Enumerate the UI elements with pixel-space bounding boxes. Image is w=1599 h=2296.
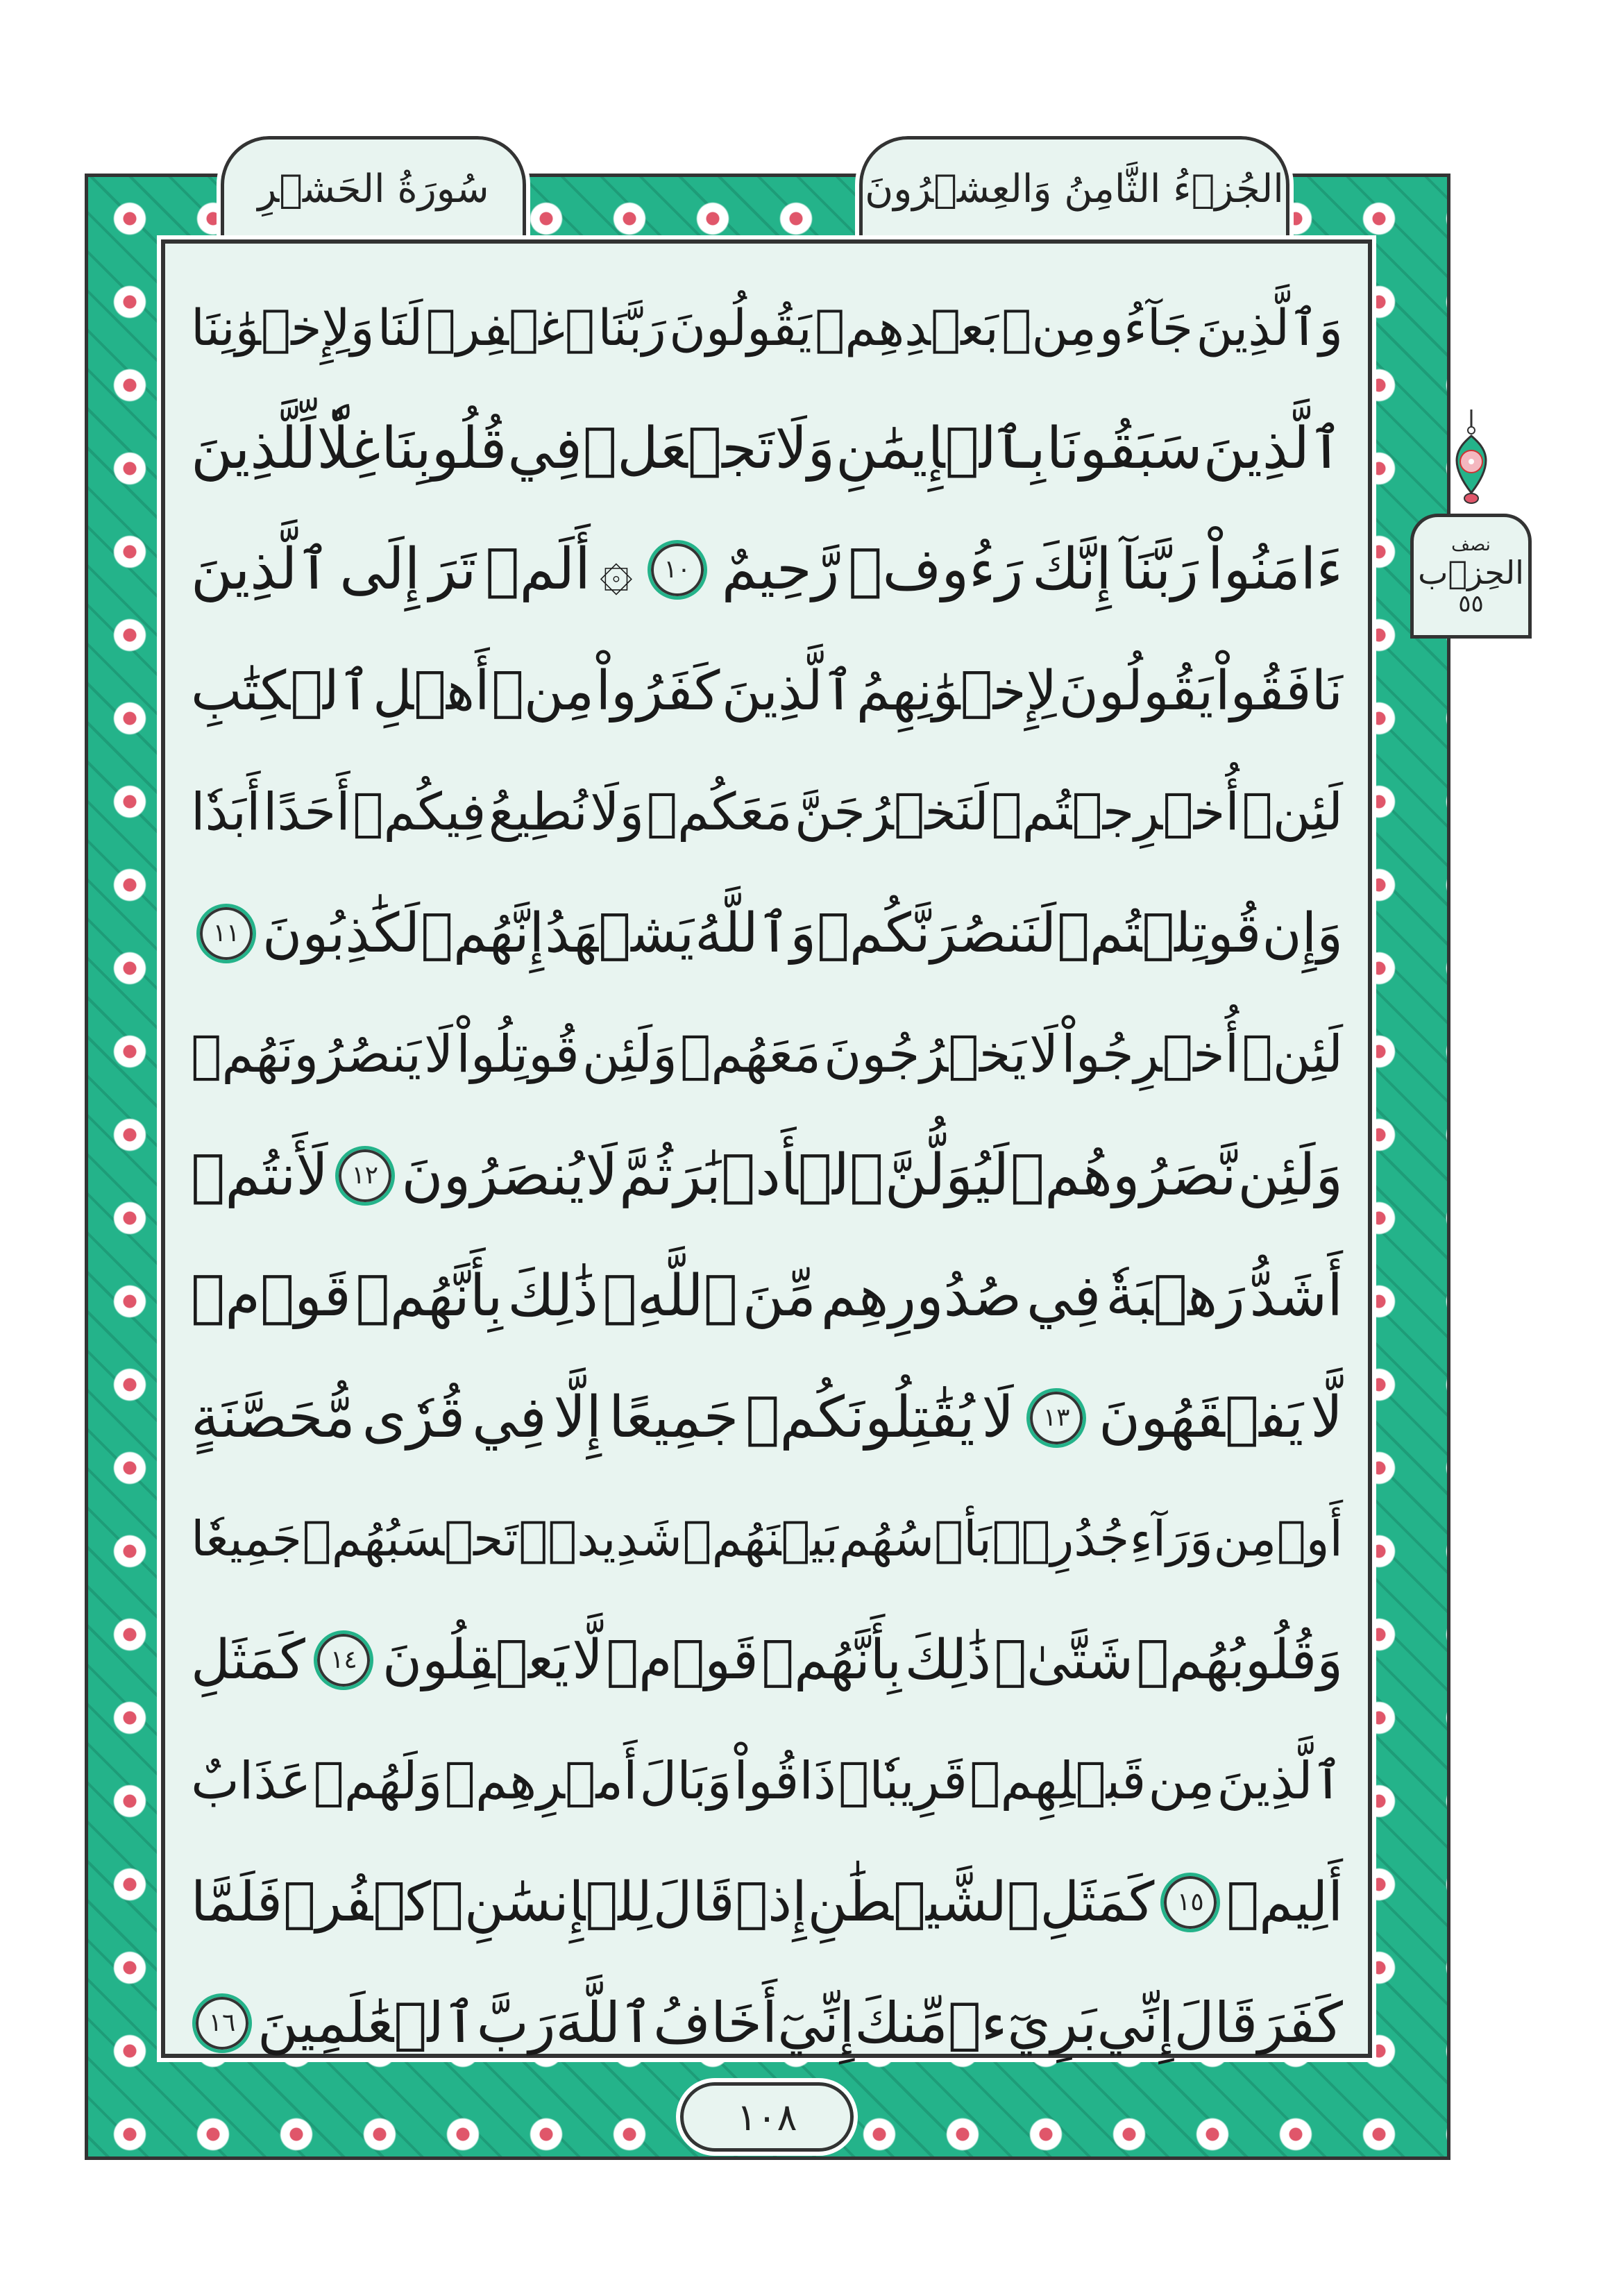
- text-line: [191, 1600, 1343, 1721]
- hizb-ornament-icon: [1437, 410, 1506, 507]
- word: ذَاقُواْ: [734, 1751, 836, 1811]
- word: مِّنكَ: [854, 1991, 948, 2055]
- word: قَوۡمٞ: [191, 1263, 351, 1329]
- word: وَٱلَّذِينَ: [1196, 298, 1343, 357]
- word: فِي: [507, 415, 582, 482]
- word: لَا: [981, 1384, 1015, 1451]
- word: أُخۡرِجۡتُمۡ: [991, 782, 1240, 842]
- word: مِنۢ: [1001, 298, 1097, 357]
- word: بِأَنَّهُمۡ: [761, 1628, 902, 1691]
- hizb-half-label: نصف: [1451, 534, 1491, 555]
- juz-name-header: الجُزۡءُ الثَّامِنُ وَالعِشۡرُونَ: [859, 136, 1289, 239]
- word: سَبَقُونَا: [1046, 415, 1203, 482]
- word: إِنِّي: [1097, 1991, 1174, 2055]
- word: بَيۡنَهُمۡ: [682, 1510, 839, 1567]
- hizb-marker: [1410, 514, 1532, 639]
- word: لِإِخۡوَٰنِهِمُ: [856, 659, 1058, 723]
- word: ٱلشَّيۡطَٰنِ: [807, 1871, 1040, 1934]
- ayah-number-marker: ١١: [196, 904, 256, 963]
- word: جَمِيعًا: [608, 1384, 739, 1451]
- word: أَهۡلِ: [372, 659, 490, 723]
- word: تَجۡعَلۡ: [582, 415, 775, 482]
- word: لَيُوَلُّنَّ: [884, 1142, 1010, 1208]
- text-line: [191, 1963, 1343, 2084]
- word: بَعۡدِهِمۡ: [815, 298, 999, 357]
- word: أَلَمۡ: [485, 537, 591, 602]
- ayah-number-marker: ١٢: [335, 1146, 395, 1206]
- word: ٱلَّذِينَ: [191, 537, 331, 602]
- word: يَشۡهَدُ: [545, 902, 695, 965]
- word: صُدُورِهِم: [820, 1263, 1022, 1329]
- word: ٱللَّهِۚ: [602, 1263, 738, 1329]
- word: أَحَدًا: [262, 782, 350, 842]
- word: أَمۡرِهِمۡ: [444, 1751, 638, 1811]
- word: وَقُلُوبُهُمۡ: [1136, 1628, 1343, 1691]
- word: إِنِّيٓ: [777, 1991, 855, 2055]
- word: قُوتِلُواْ: [456, 1024, 579, 1084]
- word: وَٱللَّهُ: [695, 902, 817, 965]
- word: كَمَثَلِ: [191, 1628, 305, 1691]
- word: مِنۡ: [491, 659, 595, 723]
- word: ٱكۡفُرۡ: [282, 1871, 464, 1934]
- quran-text: [191, 267, 1343, 2084]
- word: جَآءُو: [1099, 298, 1194, 357]
- word: يَنصُرُونَهُمۡ: [191, 1024, 422, 1084]
- word: لَا: [424, 1024, 454, 1084]
- word: قَالَ: [652, 1871, 735, 1934]
- word: قَوۡمٞ: [606, 1628, 759, 1691]
- word: شَدِيدٞۚ: [518, 1510, 682, 1567]
- word: قُوتِلۡتُمۡ: [1057, 902, 1262, 965]
- word: وَلَئِن: [582, 1024, 677, 1084]
- hizb-number: ٥٥: [1458, 590, 1484, 618]
- word: رَبَّ: [476, 1991, 556, 2055]
- word: رَبَّنَا: [598, 298, 666, 357]
- word: لَنَا: [377, 298, 423, 357]
- word: مِن: [1148, 1751, 1215, 1811]
- word: ذَٰلِكَ: [904, 1628, 991, 1691]
- word: كَفَرُواْ: [595, 659, 720, 723]
- word: ٱغۡفِرۡ: [425, 298, 595, 357]
- word: أَبَدٗا: [191, 782, 261, 842]
- word: يَقُولُونَ: [1058, 659, 1214, 723]
- word: إِذۡ: [735, 1871, 807, 1934]
- text-line: [191, 389, 1343, 510]
- text-line: [191, 1842, 1343, 1964]
- word: ثُمَّ: [619, 1142, 673, 1208]
- word: قُرٗى: [362, 1384, 466, 1451]
- word: عَذَابٌ: [191, 1751, 312, 1811]
- ayah-number-marker: ١٤: [314, 1630, 373, 1690]
- word: ۞: [599, 537, 633, 602]
- text-line: [191, 752, 1343, 873]
- word: يَقُولُونَ: [669, 298, 812, 357]
- word: بِٱلۡإِيمَٰنِ: [835, 415, 1046, 482]
- word: ٱلَّذِينَ: [1217, 1751, 1343, 1811]
- word: أَخَافُ: [653, 1991, 778, 2055]
- word: لَّا: [572, 1628, 603, 1691]
- text-line: [191, 1236, 1343, 1358]
- word: لَئِنۡ: [1242, 1024, 1343, 1084]
- word: لَأَنتُمۡ: [191, 1142, 329, 1208]
- text-line: [191, 509, 1343, 631]
- word: ءَامَنُواْ: [1207, 537, 1343, 602]
- text-line: [191, 873, 1343, 995]
- word: أَشَدُّ: [1249, 1263, 1343, 1329]
- word: وَرَآءِ: [1129, 1510, 1213, 1567]
- word: يَعۡقِلُونَ: [382, 1628, 569, 1691]
- ayah-number-marker: ١٦: [192, 1993, 252, 2053]
- word: أَوۡ: [1276, 1510, 1343, 1567]
- ayah-number-marker: ١٥: [1160, 1873, 1220, 1932]
- word: أُخۡرِجُواْ: [1061, 1024, 1240, 1084]
- word: مُّحَصَّنَةٍ: [191, 1384, 355, 1451]
- word: وَلِإِخۡوَٰنِنَا: [191, 298, 375, 357]
- word: لَا: [585, 1142, 618, 1208]
- word: غِلّٗا: [316, 415, 381, 482]
- word: ٱلَّذِينَ: [1203, 415, 1343, 482]
- word: رَبَّنَآ: [1120, 537, 1199, 602]
- word: ٱللَّهَ: [555, 1991, 654, 2055]
- word: لَنَخۡرُجَنَّ: [794, 782, 989, 842]
- page-number: ١٠٨: [680, 2082, 854, 2152]
- hizb-label: الحِزۡب: [1418, 553, 1524, 591]
- word: أَلِيمٞ: [1226, 1871, 1343, 1934]
- word: بَأۡسُهُم: [838, 1510, 992, 1567]
- text-line: [191, 994, 1343, 1115]
- word: قُلُوبِنَا: [381, 415, 507, 482]
- word: لَكَٰذِبُونَ: [262, 902, 421, 965]
- word: فِيكُمۡ: [353, 782, 487, 842]
- text-line: [191, 1478, 1343, 1600]
- word: ٱلَّذِينَ: [721, 659, 855, 723]
- word: ذَٰلِكَ: [507, 1263, 598, 1329]
- word: لِّلَّذِينَ: [191, 415, 316, 482]
- word: وَلَهُمۡ: [313, 1751, 443, 1811]
- word: لَنَنصُرَنَّكُمۡ: [817, 902, 1057, 965]
- word: مَعَهُمۡ: [679, 1024, 821, 1084]
- word: قَرِيبٗاۖ: [838, 1751, 967, 1811]
- ayah-number-marker: ١٣: [1026, 1388, 1086, 1448]
- word: نَافَقُواْ: [1215, 659, 1343, 723]
- word: وَبَالَ: [639, 1751, 732, 1811]
- word: إِنَّهُمۡ: [421, 902, 545, 965]
- word: قَبۡلِهِمۡ: [969, 1751, 1147, 1811]
- word: إِلَى: [339, 537, 421, 602]
- surah-name-header: سُورَةُ الحَشۡرِ: [221, 136, 526, 239]
- word: تَرَ: [429, 537, 477, 602]
- word: رَّحِيمٌ: [721, 537, 840, 602]
- word: رَهۡبَةٗ: [1106, 1263, 1245, 1329]
- word: يُقَٰتِلُونَكُمۡ: [745, 1384, 975, 1451]
- word: جُدُرِۭۚ: [992, 1510, 1130, 1567]
- word: جَمِيعٗا: [191, 1510, 303, 1567]
- word: وَلَئِن: [1237, 1142, 1343, 1208]
- word: مِّنَ: [742, 1263, 816, 1329]
- word: ٱلۡكِتَٰبِ: [191, 659, 371, 723]
- text-line: [191, 1115, 1343, 1237]
- word: فِي: [1026, 1263, 1101, 1329]
- word: إِنَّكَ: [1032, 537, 1112, 602]
- word: لَّا: [1310, 1384, 1343, 1451]
- word: نُطِيعُ: [488, 782, 588, 842]
- text-line: [191, 267, 1343, 389]
- word: رَءُوفٞ: [848, 537, 1024, 602]
- word: لَا: [1029, 1024, 1059, 1084]
- word: ٱلۡأَدۡبَٰرَ: [674, 1142, 884, 1208]
- word: كَفَرَ: [1258, 1991, 1343, 2055]
- word: يَخۡرُجُونَ: [824, 1024, 1026, 1084]
- word: بِأَنَّهُمۡ: [355, 1263, 503, 1329]
- word: بَرِيٓءٞ: [947, 1991, 1097, 2055]
- word: لَئِنۡ: [1242, 782, 1343, 842]
- word: كَمَثَلِ: [1040, 1871, 1155, 1934]
- word: يُنصَرُونَ: [401, 1142, 585, 1208]
- word: ٱلۡعَٰلَمِينَ: [257, 1991, 477, 2055]
- word: فَلَمَّا: [191, 1871, 282, 1934]
- text-line: [191, 1358, 1343, 1479]
- word: يَفۡقَهُونَ: [1099, 1384, 1304, 1451]
- text-line: [191, 631, 1343, 752]
- word: وَلَا: [775, 415, 836, 482]
- word: لِلۡإِنسَٰنِ: [464, 1871, 652, 1934]
- word: نَّصَرُوهُمۡ: [1010, 1142, 1237, 1208]
- text-line: [191, 1721, 1343, 1842]
- word: مِن: [1213, 1510, 1277, 1567]
- word: شَتَّىٰۚ: [994, 1628, 1134, 1691]
- word: فِي: [472, 1384, 547, 1451]
- ayah-number-marker: ١٠: [648, 540, 707, 600]
- word: تَحۡسَبُهُمۡ: [302, 1510, 518, 1567]
- word: إِلَّا: [553, 1384, 602, 1451]
- word: قَالَ: [1174, 1991, 1258, 2055]
- word: وَلَا: [590, 782, 645, 842]
- word: وَإِن: [1262, 902, 1343, 965]
- word: مَعَكُمۡ: [646, 782, 793, 842]
